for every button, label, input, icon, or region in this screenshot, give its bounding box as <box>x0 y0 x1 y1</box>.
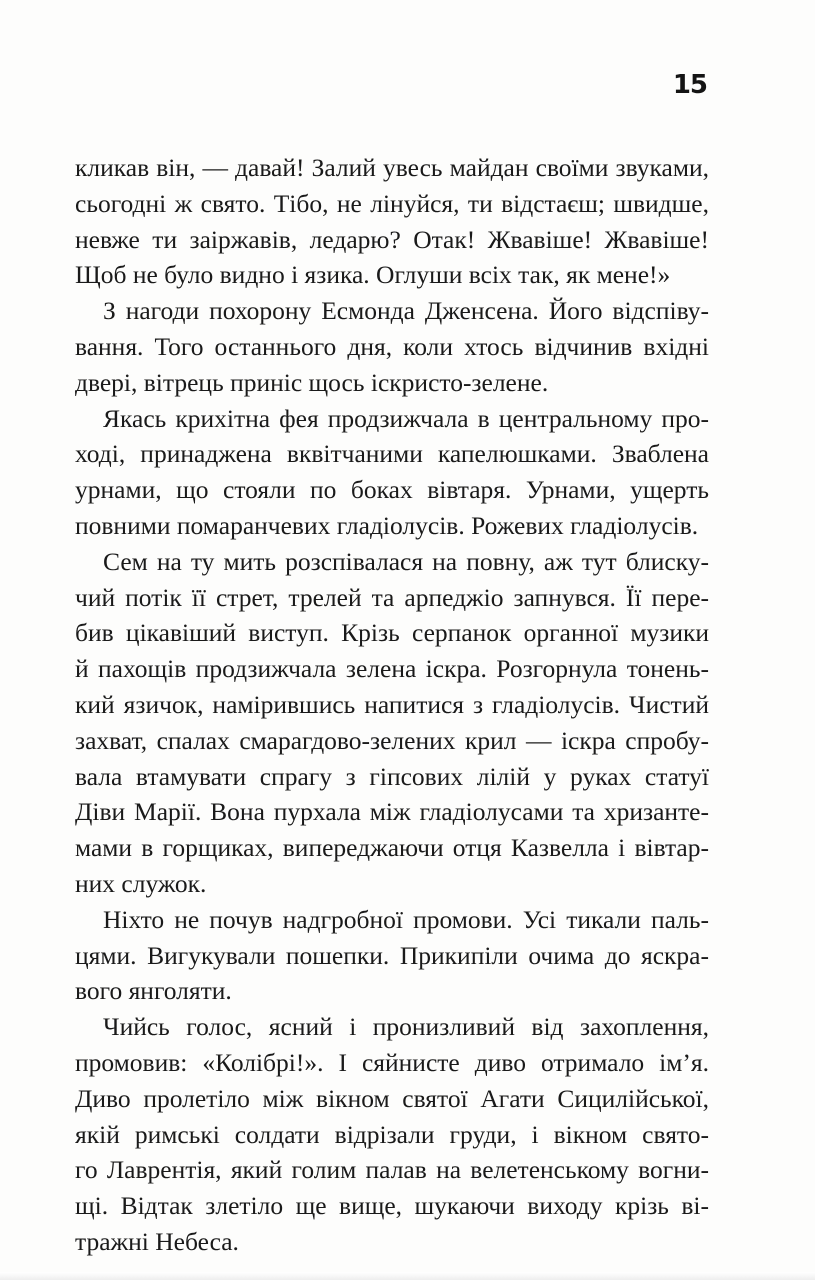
text-line: Діви Марії. Вона пурхала між гладіолусами та хризанте- <box>75 797 709 827</box>
page-edge <box>0 1272 815 1280</box>
paragraph <box>75 1009 709 1260</box>
text-line: чий потік її стрет, трелей та арпеджіо запнувся. Її пере- <box>75 582 709 612</box>
text-line: Сем на ту мить розспівалася на повну, аж тут блиску- <box>103 546 709 576</box>
paragraph <box>75 293 709 400</box>
body-text <box>75 150 709 1260</box>
paragraph <box>75 401 709 544</box>
text-line: невже ти заіржавів, ледарю? Отак! Жвавіше! Жвавіше! <box>75 224 709 254</box>
text-line: й пахощів продзижчала зелена іскра. Розгорнула тонень- <box>75 654 709 684</box>
text-line: промовив: «Колібрі!». І сяйнисте диво отримало ім’я. <box>75 1047 709 1077</box>
text-line: го Лаврентія, який голим палав на велетенському вогни- <box>75 1155 709 1185</box>
text-line: урнами, що стояли по боках вівтаря. Урнами, ущерть <box>75 475 709 505</box>
text-line: Щоб не було видно і язика. Оглуши всіх так, як мене!» <box>75 260 671 290</box>
text-line: них служок. <box>75 868 207 898</box>
text-line: цями. Вигукували пошепки. Прикипіли очима до яскра- <box>75 940 709 970</box>
text-line: кий язичок, намірившись напитися з гладіолусів. Чистий <box>75 689 709 719</box>
text-line: сьогодні ж свято. Тібо, не лінуйся, ти відстаєш; швидше, <box>75 188 709 218</box>
text-line: ході, принаджена вквітчаними капелюшками. Зваблена <box>75 439 709 469</box>
page-number: 15 <box>672 70 707 100</box>
text-line: захват, спалах смарагдово-зелених крил — іскра спробу- <box>75 725 709 755</box>
text-line: двері, вітрець приніс щось іскристо-зелене. <box>75 367 549 397</box>
text-line: вого янголяти. <box>75 976 232 1006</box>
text-line: кликав він, — давай! Залий увесь майдан своїми звуками, <box>75 153 709 182</box>
text-line: вання. Того останнього дня, коли хтось відчинив вхідні <box>75 331 709 361</box>
text-line: З нагоди похорону Есмонда Дженсена. Його відспіву- <box>103 296 709 326</box>
text-line: вала втамувати спрагу з гіпсових лілій у руках статуї <box>75 761 709 791</box>
paragraph <box>75 150 709 293</box>
text-line: бив цікавіший виступ. Крізь серпанок органної музики <box>75 618 709 648</box>
text-line: Ніхто не почув надгробної промови. Усі тикали паль- <box>103 904 709 934</box>
text-line: Чийсь голос, ясний і пронизливий від захоплення, <box>103 1012 709 1042</box>
text-line: щі. Відтак злетіло ще вище, шукаючи виходу крізь ві- <box>75 1191 709 1221</box>
text-line: мами в горщиках, випереджаючи отця Казвелла і вівтар- <box>75 833 709 863</box>
text-line: повними помаранчевих гладіолусів. Рожевих гладіолусів. <box>75 510 699 540</box>
text-line: якій римські солдати відрізали груди, і вікном свято- <box>75 1119 709 1149</box>
text-line: Якась крихітна фея продзижчала в центральному про- <box>103 403 709 433</box>
text-line: Диво пролетіло між вікном святої Агати Сицилійської, <box>75 1083 709 1113</box>
paragraph <box>75 902 709 1009</box>
text-line: тражні Небеса. <box>75 1226 239 1256</box>
paragraph <box>75 544 709 902</box>
